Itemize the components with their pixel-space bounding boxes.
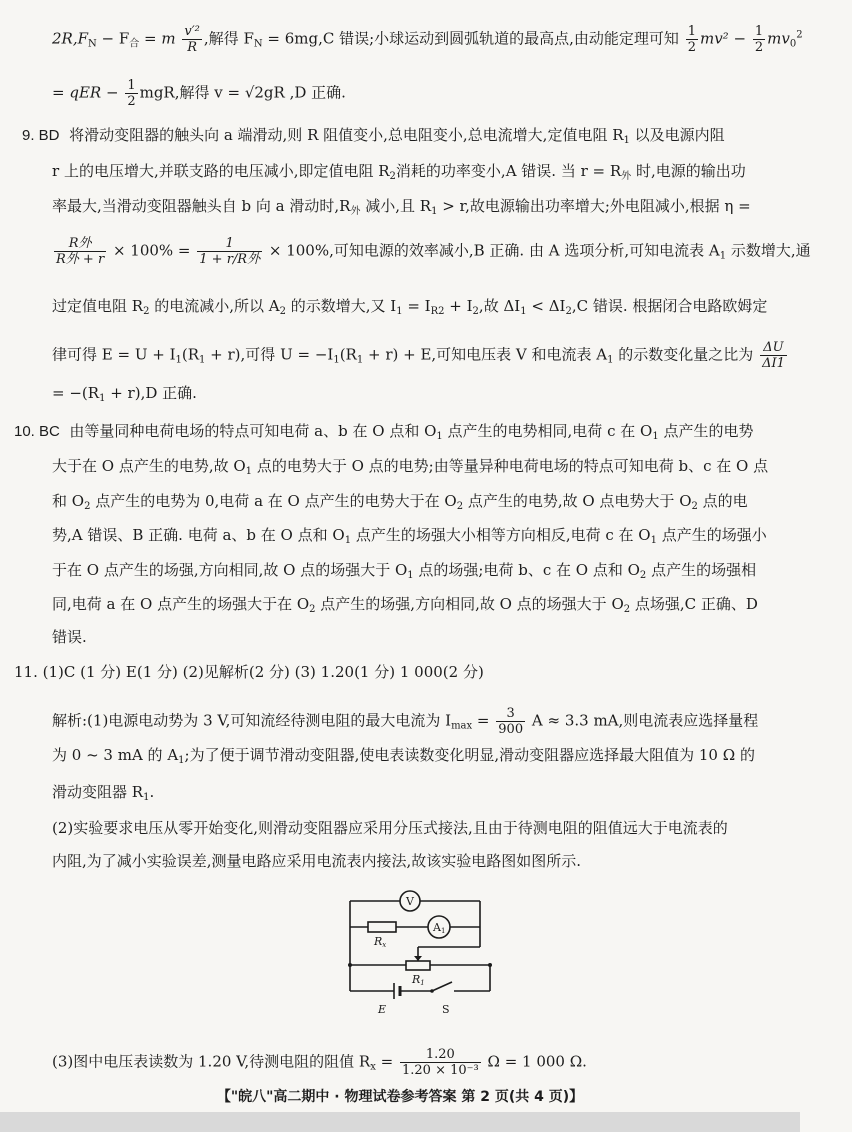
- text: 为 0 ~ 3 mA 的 A: [52, 746, 179, 764]
- ammeter-label: A1: [433, 921, 446, 935]
- frac-num: v′²: [184, 24, 200, 39]
- text: × 100% =: [108, 241, 191, 260]
- bottom-bar: [0, 1112, 800, 1132]
- text: ,C 错误. 根据闭合电路欧姆定: [571, 297, 768, 315]
- text: 率最大,当滑动变阻器触头自 b 向 a 滑动时,R: [52, 197, 351, 215]
- q10-line-4: [52, 525, 852, 551]
- text: r 上的电压增大,并联支路的电压减小,即定值电阻 R: [52, 162, 390, 180]
- q11-line-6: [52, 1047, 852, 1078]
- text: (R: [339, 345, 357, 364]
- text: 同,电荷 a 在 O 点产生的场强大于在 O: [52, 595, 310, 613]
- frac-num: 1.20: [400, 1047, 481, 1063]
- text: 点的电势大于 O 点的电势;由等量异种电荷电场的特点可知电荷 b、c 在 O 点: [252, 457, 769, 475]
- text: ,故 ΔI: [478, 297, 521, 315]
- q9-line-2: [52, 161, 852, 187]
- text: 以及电源内阻: [629, 126, 725, 144]
- frac-den: 2: [687, 40, 696, 55]
- frac-den: 900: [498, 722, 524, 737]
- text: 时,电源的输出功: [631, 162, 746, 180]
- sub: 外: [621, 171, 632, 182]
- sub: 1: [719, 250, 727, 262]
- junction-dot: [348, 963, 352, 967]
- switch-blade: [432, 982, 452, 991]
- frac-den: ΔI1: [762, 356, 785, 371]
- text: 点产生的场强,方向相同,故 O 点的场强大于 O: [315, 595, 624, 613]
- frac-den: 2: [754, 40, 764, 55]
- fraction-du-di: [760, 340, 787, 371]
- q9-line-1: [22, 125, 822, 151]
- q11-line-5: [52, 851, 852, 871]
- sub: 2: [639, 570, 647, 581]
- sub: 1: [356, 354, 364, 366]
- sub: 1: [99, 393, 106, 404]
- text: mv: [767, 29, 790, 48]
- q11-line-3: [52, 782, 852, 808]
- sub: 1: [407, 570, 414, 581]
- q10-label: 10. BC: [14, 423, 60, 440]
- fraction-half-3: [125, 78, 137, 109]
- frac-den: 1.20 × 10⁻³: [402, 1063, 479, 1078]
- text: 的示数变化量之比为: [613, 345, 754, 364]
- sub: 2: [456, 501, 464, 512]
- sub: 2: [565, 306, 572, 317]
- q9-line-4: [52, 236, 852, 267]
- q11-label: [14, 662, 814, 682]
- text: + I: [444, 297, 473, 315]
- text: 由等量同种电荷电场的特点可知电荷 a、b 在 O 点和 O: [69, 422, 437, 440]
- text: 错误.: [52, 628, 87, 646]
- q8-line-2: [52, 78, 852, 109]
- frac-den: R外 + r: [56, 252, 105, 267]
- sub: 2: [279, 306, 286, 317]
- sub: 1: [431, 206, 438, 217]
- sub: N: [253, 38, 263, 50]
- text: × 100%,可知电源的效率减小,B 正确. 由 A 选项分析,可知电流表 A: [264, 241, 720, 260]
- sub: 1: [652, 431, 659, 442]
- fraction-v2-over-r: [182, 24, 202, 55]
- text: 内阻,为了减小实验误差,测量电路应采用电流表内接法,故该实验电路图如图所示.: [52, 852, 582, 870]
- text: < ΔI: [526, 297, 566, 315]
- text: =: [375, 1052, 394, 1071]
- text: 解析:(1)电源电动势为 3 V,可知流经待测电阻的最大电流为 I: [52, 711, 452, 730]
- page-footer: 【"皖八"高二期中 · 物理试卷参考答案 第 2 页(共 4 页)】: [216, 1089, 584, 1105]
- junction-dot: [488, 963, 492, 967]
- text: 点产生的电势: [658, 422, 754, 440]
- text: 将滑动变阻器的触头向 a 端滑动,则 R 阻值变小,总电阻变小,总电流增大,定值电阻 R: [69, 126, 624, 144]
- r1-resistor: [406, 961, 430, 970]
- text: mv² −: [699, 29, 747, 48]
- text: = −(R: [52, 384, 100, 402]
- q11-line-2: [52, 745, 852, 771]
- fraction-half: [686, 24, 698, 55]
- fraction-3-over-900: [496, 706, 525, 737]
- text: 11. (1)C (1 分) E(1 分) (2)见解析(2 分) (3) 1.20(1 分) 1 000(2 分): [14, 663, 484, 681]
- text: 点的场强;电荷 b、c 在 O 点和 O: [413, 561, 640, 579]
- frac-num: R外: [54, 236, 106, 252]
- text: 势,A 错误、B 正确. 电荷 a、b 在 O 点和 O: [52, 526, 345, 544]
- q9-line-6: [52, 340, 852, 371]
- text: 点产生的电势,故 O 点电势大于 O: [463, 492, 692, 510]
- text: 减小,且 R: [360, 197, 432, 215]
- sub: 外: [350, 206, 361, 217]
- text: Ω = 1 000 Ω.: [482, 1052, 587, 1071]
- frac-den: 2: [127, 94, 136, 109]
- circuit-diagram: [340, 885, 500, 1025]
- text: (3)图中电压表读数为 1.20 V,待测电阻的阻值 R: [52, 1052, 371, 1071]
- text: 点产生的电势相同,电荷 c 在 O: [442, 422, 653, 440]
- q9-label: 9. BD: [22, 127, 60, 144]
- sub: 1: [199, 354, 206, 366]
- switch-pivot: [430, 989, 434, 993]
- frac-num: 3: [496, 706, 525, 722]
- text: + r),D 正确.: [105, 384, 197, 402]
- sub: R2: [430, 306, 445, 317]
- q9-line-7: [52, 383, 852, 409]
- q9-line-5: [52, 296, 852, 322]
- sub: 2: [691, 501, 698, 512]
- text: 点场强,C 正确、D: [630, 595, 758, 613]
- text: 消耗的功率变小,A 错误. 当 r = R: [395, 162, 622, 180]
- text: 点产生的电势为 0,电荷 a 在 O 点产生的电势大于在 O: [90, 492, 457, 510]
- text: 于在 O 点产生的场强,方向相同,故 O 点的场强大于 O: [52, 561, 408, 579]
- text: 的示数增大,又 I: [285, 297, 397, 315]
- text: > r,故电源输出功率增大;外电阻减小,根据 η =: [437, 197, 751, 215]
- fraction-half-2: [753, 24, 765, 55]
- text: = qER −: [52, 83, 119, 102]
- sub: 1: [178, 755, 185, 766]
- sub: 1: [396, 306, 403, 317]
- text: − F: [96, 29, 130, 48]
- sub: 2: [309, 604, 316, 615]
- frac-num: 1: [687, 24, 696, 39]
- sub: 2: [472, 306, 479, 317]
- sub: 0: [789, 38, 797, 50]
- frac-num: 1: [127, 78, 136, 93]
- text: 过定值电阻 R: [52, 297, 144, 315]
- q10-line-2: [52, 456, 852, 482]
- text: 点产生的场强大小相等方向相反,电荷 c 在 O: [351, 526, 651, 544]
- q10-line-7: [52, 627, 852, 647]
- frac-num: 1: [754, 24, 764, 39]
- sub: 1: [175, 354, 182, 366]
- q8-line-1: [52, 24, 852, 55]
- text: 大于在 O 点产生的电势,故 O: [52, 457, 246, 475]
- frac-num: 1: [197, 236, 262, 252]
- frac-den: R: [187, 40, 198, 55]
- text: = 6mg,C 错误;小球运动到圆弧轨道的最高点,由动能定理可知: [262, 29, 679, 48]
- text: 2R,F: [52, 29, 89, 48]
- text: 的电流减小,所以 A: [149, 297, 280, 315]
- sub: 1: [436, 431, 443, 442]
- fraction-efficiency: [54, 236, 106, 267]
- q9-line-3: [52, 196, 852, 222]
- sub: 1: [333, 354, 340, 366]
- sub: max: [451, 720, 473, 732]
- sub: 1: [143, 792, 150, 803]
- text: (R: [181, 345, 200, 364]
- q10-line-5: [52, 560, 852, 586]
- sub: 2: [389, 171, 396, 182]
- text: A ≈ 3.3 mA,则电流表应选择量程: [527, 711, 759, 730]
- sub: 1: [344, 535, 352, 546]
- rx-label: Rx: [374, 935, 387, 949]
- sub: 2: [623, 604, 631, 615]
- text: + r) + E,可知电压表 V 和电流表 A: [363, 345, 608, 364]
- sub: 1: [245, 466, 253, 477]
- text: 点产生的场强小: [656, 526, 767, 544]
- text: =: [472, 711, 490, 730]
- rx-resistor: [368, 922, 396, 932]
- q11-line-1: [52, 706, 852, 737]
- sup: 2: [796, 29, 803, 41]
- sub: x: [370, 1061, 376, 1073]
- text: 和 O: [52, 492, 85, 510]
- text: .: [149, 783, 155, 801]
- sub: N: [88, 38, 97, 50]
- text: ,解得 F: [203, 29, 254, 48]
- text: 点产生的场强相: [646, 561, 757, 579]
- text: 点的电: [697, 492, 748, 510]
- frac-num: ΔU: [760, 340, 787, 356]
- text: = m: [139, 29, 176, 48]
- text: ;为了便于调节滑动变阻器,使电表读数变化明显,滑动变阻器应选择最大阻值为 10 Ω 的: [184, 746, 755, 764]
- q11-line-4: [52, 818, 852, 838]
- text: + r),可得 U = −I: [205, 345, 334, 364]
- q10-line-1: [14, 421, 814, 447]
- q10-line-3: [52, 491, 852, 517]
- fraction-efficiency-2: [197, 236, 262, 267]
- text: mgR,解得 v = √2gR ,D 正确.: [139, 83, 346, 102]
- text: = I: [402, 297, 431, 315]
- sub: 合: [129, 38, 140, 50]
- switch-label: S: [442, 1003, 450, 1016]
- text: 示数增大,通: [726, 241, 811, 260]
- frac-den: 1 + r/R外: [199, 252, 261, 267]
- voltmeter-label: V: [406, 895, 414, 908]
- sub: 1: [623, 135, 630, 146]
- sub: 1: [520, 306, 527, 317]
- emf-label: E: [378, 1003, 387, 1016]
- sub: 2: [143, 306, 150, 317]
- sub: 1: [650, 535, 657, 546]
- text: 滑动变阻器 R: [52, 783, 144, 801]
- text: (2)实验要求电压从零开始变化,则滑动变阻器应采用分压式接法,且由于待测电阻的阻值远大于电流表的: [52, 819, 728, 837]
- sub: 1: [607, 354, 614, 366]
- text: 律可得 E = U + I: [52, 345, 176, 364]
- r1-label: R1: [412, 973, 425, 987]
- sub: 2: [84, 501, 91, 512]
- fraction-rx: [400, 1047, 481, 1078]
- q10-line-6: [52, 594, 852, 620]
